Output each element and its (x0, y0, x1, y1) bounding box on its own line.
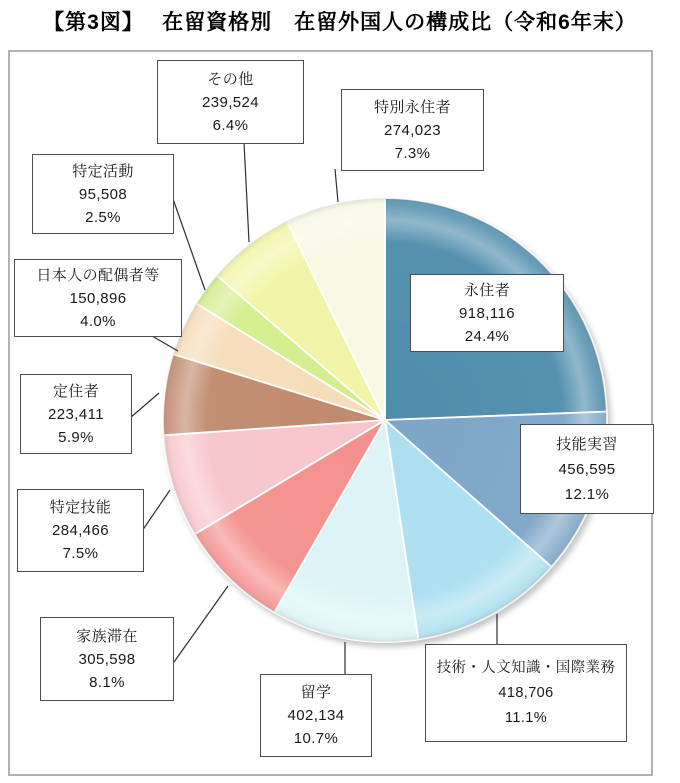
label-box-nihonjin-haigusha (14, 259, 182, 337)
slice-pct: 8.1% (89, 673, 125, 691)
label-box-tokubetsu-eijusha (341, 89, 484, 171)
slice-name: 留学 (300, 684, 332, 701)
slice-value: 918,116 (459, 304, 515, 322)
label-box-tokutei-gino (17, 489, 144, 572)
slice-value: 305,598 (78, 650, 136, 668)
slice-pct: 7.3% (394, 144, 431, 162)
leader-line-kazoku-taizai (174, 586, 228, 662)
slice-name: 特定活動 (72, 162, 134, 180)
slice-name: 家族滞在 (76, 627, 138, 645)
slice-pct: 12.1% (564, 485, 610, 503)
slice-value: 223,411 (48, 405, 104, 423)
slice-value: 95,508 (78, 185, 128, 203)
slice-value: 150,896 (69, 289, 127, 307)
slice-pct: 2.5% (85, 208, 121, 226)
slice-pct: 4.0% (80, 312, 116, 330)
leader-line-tokubetsu-eijusha (335, 169, 338, 202)
slice-name: 特別永住者 (373, 98, 451, 116)
label-box-teijusha (20, 374, 132, 454)
label-box-ryugaku (260, 674, 372, 757)
slice-name: その他 (207, 70, 254, 88)
slice-pct: 7.5% (62, 545, 99, 562)
slice-value: 239,524 (201, 93, 260, 111)
slice-value: 284,466 (51, 522, 110, 539)
pie-rim-sheen (163, 198, 607, 642)
label-box-gino-jisshu (520, 424, 654, 514)
slice-name: 特定技能 (49, 499, 112, 516)
leader-line-sonota (244, 142, 249, 242)
slice-value: 274,023 (383, 121, 442, 139)
slice-pct: 11.1% (504, 709, 548, 726)
slice-pct: 10.7% (293, 730, 339, 747)
label-box-tokutei-katsudo (32, 154, 174, 234)
slice-name: 技能実習 (556, 435, 618, 453)
leader-line-teijusha (130, 393, 159, 418)
slice-pct: 5.9% (58, 428, 94, 446)
chart-plot-area (8, 50, 653, 776)
slice-pct: 24.4% (464, 327, 510, 345)
leader-line-nihonjin-haigusha (152, 336, 178, 351)
slice-name: 定住者 (52, 382, 100, 400)
slice-value: 402,134 (287, 707, 345, 724)
slice-pct: 6.4% (212, 116, 249, 134)
label-box-gijutsu-jinbun-kokusai (425, 644, 627, 742)
slice-name: 永住者 (463, 281, 511, 299)
page-title: 【第3図】 在留資格別 在留外国人の構成比（令和6年末） (43, 11, 637, 34)
slice-value: 418,706 (498, 684, 554, 701)
leader-line-tokutei-gino (142, 490, 170, 531)
label-box-kazoku-taizai (40, 617, 174, 701)
label-box-sonota (157, 60, 304, 144)
slice-name: 日本人の配偶者等 (36, 266, 160, 284)
slice-name: 技術・人文知識・国際業務 (436, 659, 616, 676)
slice-value: 456,595 (558, 460, 616, 478)
label-box-eijusha (410, 274, 564, 352)
